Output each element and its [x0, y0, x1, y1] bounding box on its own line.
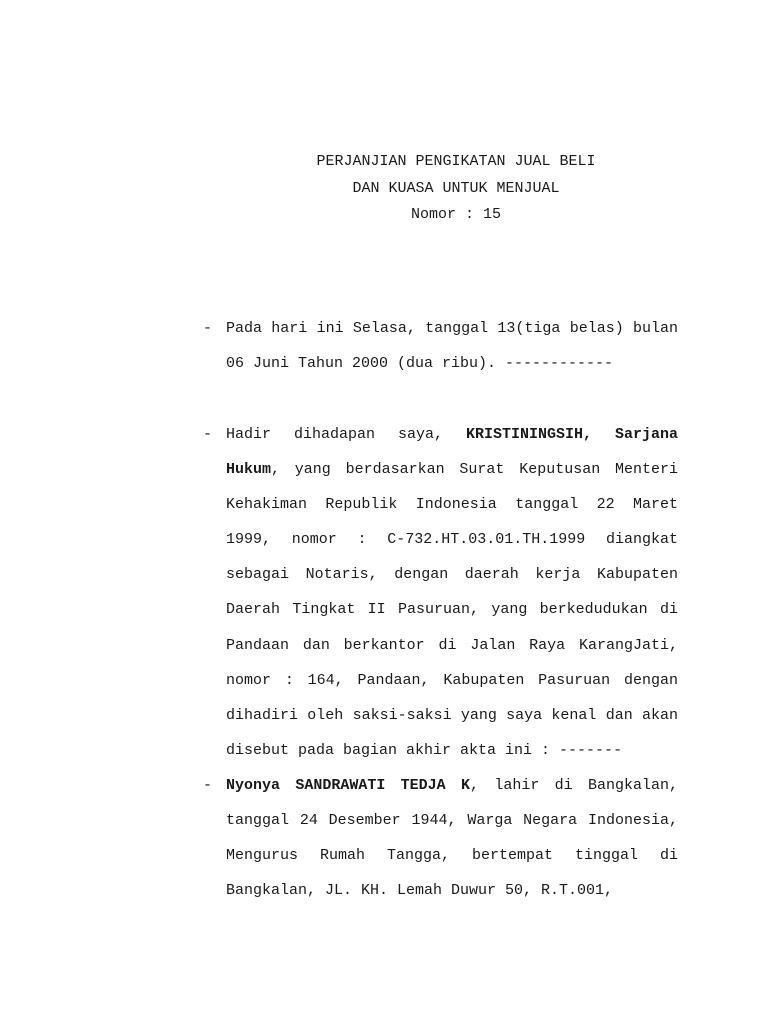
- document-number: Nomor : 15: [410, 206, 501, 223]
- paragraph-text-lead: Hadir dihadapan saya,: [226, 426, 466, 443]
- bullet-dash: -: [203, 426, 213, 443]
- paragraph-party: [200, 768, 678, 908]
- bullet-dash: -: [203, 320, 213, 337]
- paragraph-date: [200, 311, 678, 381]
- paragraph-text: Pada hari ini Selasa, tanggal 13(tiga belas) bulan 06 Juni Tahun 2000 (dua ribu). ------------: [226, 320, 678, 373]
- paragraph-text: , lahir di Bangkalan, tanggal 24 Desember 1944, Warga Negara Indonesia, Mengurus Rumah Tangga, bertempat tinggal di Bangkalan, JL. KH. Lemah Duwur 50, R.T.001,: [226, 777, 678, 900]
- title-line-2: DAN KUASA UNTUK MENJUAL: [352, 179, 560, 197]
- document-header: [200, 150, 712, 230]
- paragraph-body: [226, 311, 678, 381]
- notary-name: KRISTININGSIH, Sarjana Hukum: [226, 426, 678, 479]
- title-line-1: PERJANJIAN PENGIKATAN JUAL BELI: [316, 153, 596, 170]
- paragraph-text: , yang berdasarkan Surat Keputusan Menteri Kehakiman Republik Indonesia tanggal 22 Maret 1999, nomor : C-732.HT.03.01.TH.1999 diangkat sebagai Notaris, dengan daerah kerja Kabupaten Daerah Tingkat II Pasuruan, yang berkedudukan di Pandaan dan berkantor di Jalan Raya KarangJati, nomor : 164, Pandaan, Kabupaten Pasuruan dengan dihadiri oleh saksi-saksi yang saya kenal dan akan disebut pada bagian akhir akta ini : -------: [226, 461, 678, 759]
- bullet-dash: -: [203, 777, 213, 794]
- paragraph-notary: [200, 417, 678, 768]
- party-name: Nyonya SANDRAWATI TEDJA K: [226, 777, 470, 794]
- paragraph-body: [226, 768, 678, 908]
- paragraph-body: [226, 417, 678, 768]
